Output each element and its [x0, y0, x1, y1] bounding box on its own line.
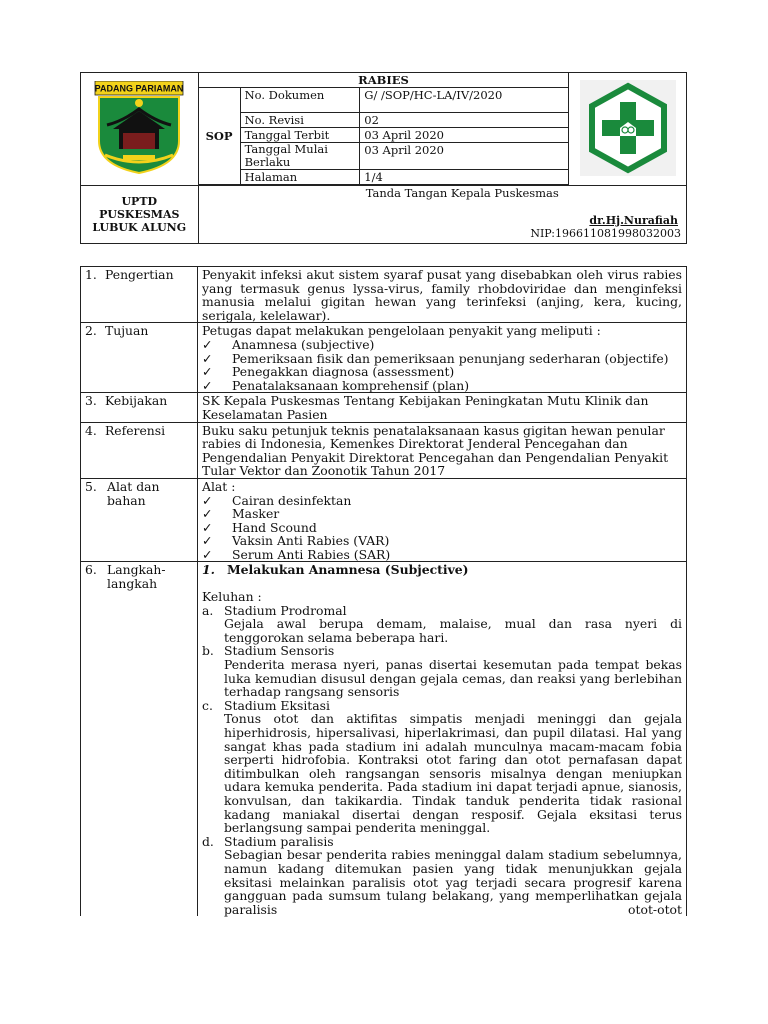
- signature-title: Tanda Tangan Kepala Puskesmas: [365, 186, 559, 200]
- field-label: Tanggal Mulai Berlaku: [240, 143, 360, 170]
- row-content: Alat : ✓ Cairan desinfektan ✓ Masker ✓ Hand Scound ✓ Vaksin Anti Rabies (VAR) ✓ Serum Anti Rabies (SAR): [198, 478, 687, 562]
- checkmark-icon: ✓: [202, 336, 213, 352]
- org-name: UPTD PUSKESMAS LUBUK ALUNG: [81, 186, 199, 244]
- procedure-table: [80, 266, 687, 916]
- row-content: Penyakit infeksi akut sistem syaraf pusat yang disebabkan oleh virus rabies yang termasuk genus lyssa-virus, family rhobdoviridae dan menginfeksi manusia melalui gigitan hewan yang terinfeksi (anjing, kera, kucing, serigala, kelelawar).: [198, 267, 687, 323]
- list-item: b. Stadium Sensoris: [202, 643, 335, 659]
- table-row: [81, 323, 687, 393]
- puskesmas-logo-cell: [569, 73, 687, 186]
- row-content: Buku saku petunjuk teknis penatalaksanaan kasus gigitan hewan penular rabies di Indonesia, Kemenkes Direktorat Jenderal Pencegahan dan Pengendalian Penyakit Direktorat Pencegahan dan Pengendalian Penyakit Tular Vektor dan Zoonotik Tahun 2017: [198, 422, 687, 478]
- checkmark-icon: ✓: [202, 364, 213, 380]
- puskesmas-logo: [580, 80, 676, 176]
- field-value: 03 April 2020: [360, 128, 569, 143]
- row-label: 3. Kebijakan: [81, 393, 198, 422]
- field-label: No. Dokumen: [240, 88, 360, 113]
- item-text: Penderita merasa nyeri, panas disertai kesemutan pada tempat bekas luka kemudian disusul dengan gejala cemas, dan reaksi yang berlebihan terhadap rangsang sensoris: [224, 657, 682, 700]
- row-label: 5. Alat dan bahan: [81, 478, 198, 562]
- field-value: 02: [360, 113, 569, 128]
- header-table: [80, 72, 687, 244]
- checkmark-icon: ✓: [202, 533, 213, 549]
- item-text: Gejala awal berupa demam, malaise, mual dan rasa nyeri di tenggorokan selama beberapa hari.: [224, 616, 682, 645]
- checkmark-icon: ✓: [202, 506, 213, 522]
- table-row: [81, 478, 687, 562]
- checkmark-icon: ✓: [202, 492, 213, 508]
- list-item: ✓ Penegakkan diagnosa (assessment): [202, 364, 455, 380]
- list-item: ✓ Penatalaksanaan komprehensif (plan): [202, 377, 470, 393]
- list-item: d. Stadium paralisis: [202, 833, 334, 849]
- field-value: 03 April 2020: [360, 143, 569, 170]
- row-label: 1. Pengertian: [81, 267, 198, 323]
- row-label: 6. Langkah-langkah: [81, 562, 198, 916]
- signature-block: [198, 186, 686, 244]
- table-row: [81, 267, 687, 323]
- field-value: G/ /SOP/HC-LA/IV/2020: [360, 88, 569, 113]
- row-content: Petugas dapat melakukan pengelolaan penyakit yang meliputi : ✓ Anamnesa (subjective) ✓ Pemeriksaan fisik dan pemeriksaan penunjang sederharan (objectife) ✓ Penegakkan diagnosa (assessment) ✓ Penatalaksanaan komprehensif (plan): [198, 323, 687, 393]
- table-row: [81, 562, 687, 916]
- list-item: ✓ Pemeriksaan fisik dan pemeriksaan penunjang sederharan (objectife): [202, 350, 669, 366]
- checkmark-icon: ✓: [202, 377, 213, 393]
- list-item: ✓ Masker: [202, 506, 280, 522]
- table-row: [81, 422, 687, 478]
- row-label: 4. Referensi: [81, 422, 198, 478]
- list-item: a. Stadium Prodromal: [202, 602, 347, 618]
- checkmark-icon: ✓: [202, 519, 213, 535]
- item-text: Tonus otot dan aktifitas simpatis menjadi meninggi dan gejala hiperhidrosis, hipersalivasi, hiperlakrimasi, dan pupil dilatasi. Hal yang sangat khas pada stadium ini adalah munculnya macam-macam fobia serperti hidrofobia. Kontraksi otot faring dan otot pernafasan dapat ditimbulkan oleh rangsangan sensoris misalnya dengan meniupkan udara kemuka penderita. Pada stadium ini dapat terjadi apnue, sianosis, konvulsan, dan takikardia. Tindak tanduk penderita tidak rasional kadang maniakal disertai dengan resposif. Gejala eksitasi terus berlangsung sampai penderita meninggal.: [224, 711, 682, 836]
- sop-label: SOP: [198, 88, 240, 185]
- item-text: Sebagian besar penderita rabies meninggal dalam stadium sebelumnya, namun kadang ditemukan pasien yang tidak menunjukkan gejala eksitasi melainkan paralisis otot yag terjadi secara progresif karena gangguan pada sumsum tulang belakang, yang memperlihatkan gejala paralisis otot-otot: [224, 847, 682, 917]
- list-item: c. Stadium Eksitasi: [202, 697, 330, 713]
- field-label: No. Revisi: [240, 113, 360, 128]
- list-item: ✓ Vaksin Anti Rabies (VAR): [202, 533, 390, 549]
- list-item: ✓ Anamnesa (subjective): [202, 336, 375, 352]
- row-content: 1. Melakukan Anamnesa (Subjective) Keluhan : a. Stadium Prodromal Gejala awal berupa demam, malaise, mual dan rasa nyeri di tenggorokan selama beberapa hari. b. Stadium Sensoris Penderita merasa nyeri, panas disertai kesemutan pada tempat bekas luka kemudian disusul dengan gejala cemas, dan reaksi yang berlebihan terhadap rangsang sensoris c. Stadium Eksitasi Tonus otot dan aktifitas simpatis menjadi meninggi dan gejala hiperhidrosis, hipersalivasi, hiperlakrimasi, dan pupil dilatasi. Hal yang sangat khas pada stadium ini adalah munculnya macam-macam fobia serperti hidrofobia. Kontraksi otot faring dan otot pernafasan dapat ditimbulkan oleh rangsangan sensoris misalnya dengan meniupkan udara kemuka penderita. Pada stadium ini dapat terjadi apnue, sianosis, konvulsan, dan takikardia. Tindak tanduk penderita tidak rasional kadang maniakal disertai dengan resposif. Gejala eksitasi terus berlangsung sampai penderita meninggal. d. Stadium paralisis Sebagian besar penderita rabies meninggal dalam stadium sebelumnya, namun kadang ditemukan pasien yang tidak menunjukkan gejala eksitasi melainkan paralisis otot yag terjadi secara progresif karena gangguan pada sumsum tulang belakang, yang memperlihatkan gejala paralisis otot-otot: [198, 562, 687, 916]
- table-row: [81, 393, 687, 422]
- row-content: SK Kepala Puskesmas Tentang Kebijakan Peningkatan Mutu Klinik dan Keselamatan Pasien: [198, 393, 687, 422]
- document-title: RABIES: [198, 73, 569, 88]
- svg-text:PADANG PARIAMAN: PADANG PARIAMAN: [94, 83, 184, 93]
- signer-nip: NIP:196611081998032003: [530, 227, 681, 240]
- regency-logo-cell: [81, 73, 199, 186]
- list-item: ✓ Cairan desinfektan: [202, 492, 352, 508]
- padang-pariaman-logo: [93, 81, 185, 175]
- row-label: 2. Tujuan: [81, 323, 198, 393]
- field-value: 1/4: [360, 170, 569, 185]
- checkmark-icon: ✓: [202, 546, 213, 562]
- signer-name: dr.Hj.Nurafiah: [589, 214, 678, 227]
- field-label: Tanggal Terbit: [240, 128, 360, 143]
- section-heading: 1. Melakukan Anamnesa (Subjective): [202, 562, 469, 578]
- checkmark-icon: ✓: [202, 350, 213, 366]
- list-item: ✓ Hand Scound: [202, 519, 317, 535]
- list-item: ✓ Serum Anti Rabies (SAR): [202, 546, 391, 562]
- field-label: Halaman: [240, 170, 360, 185]
